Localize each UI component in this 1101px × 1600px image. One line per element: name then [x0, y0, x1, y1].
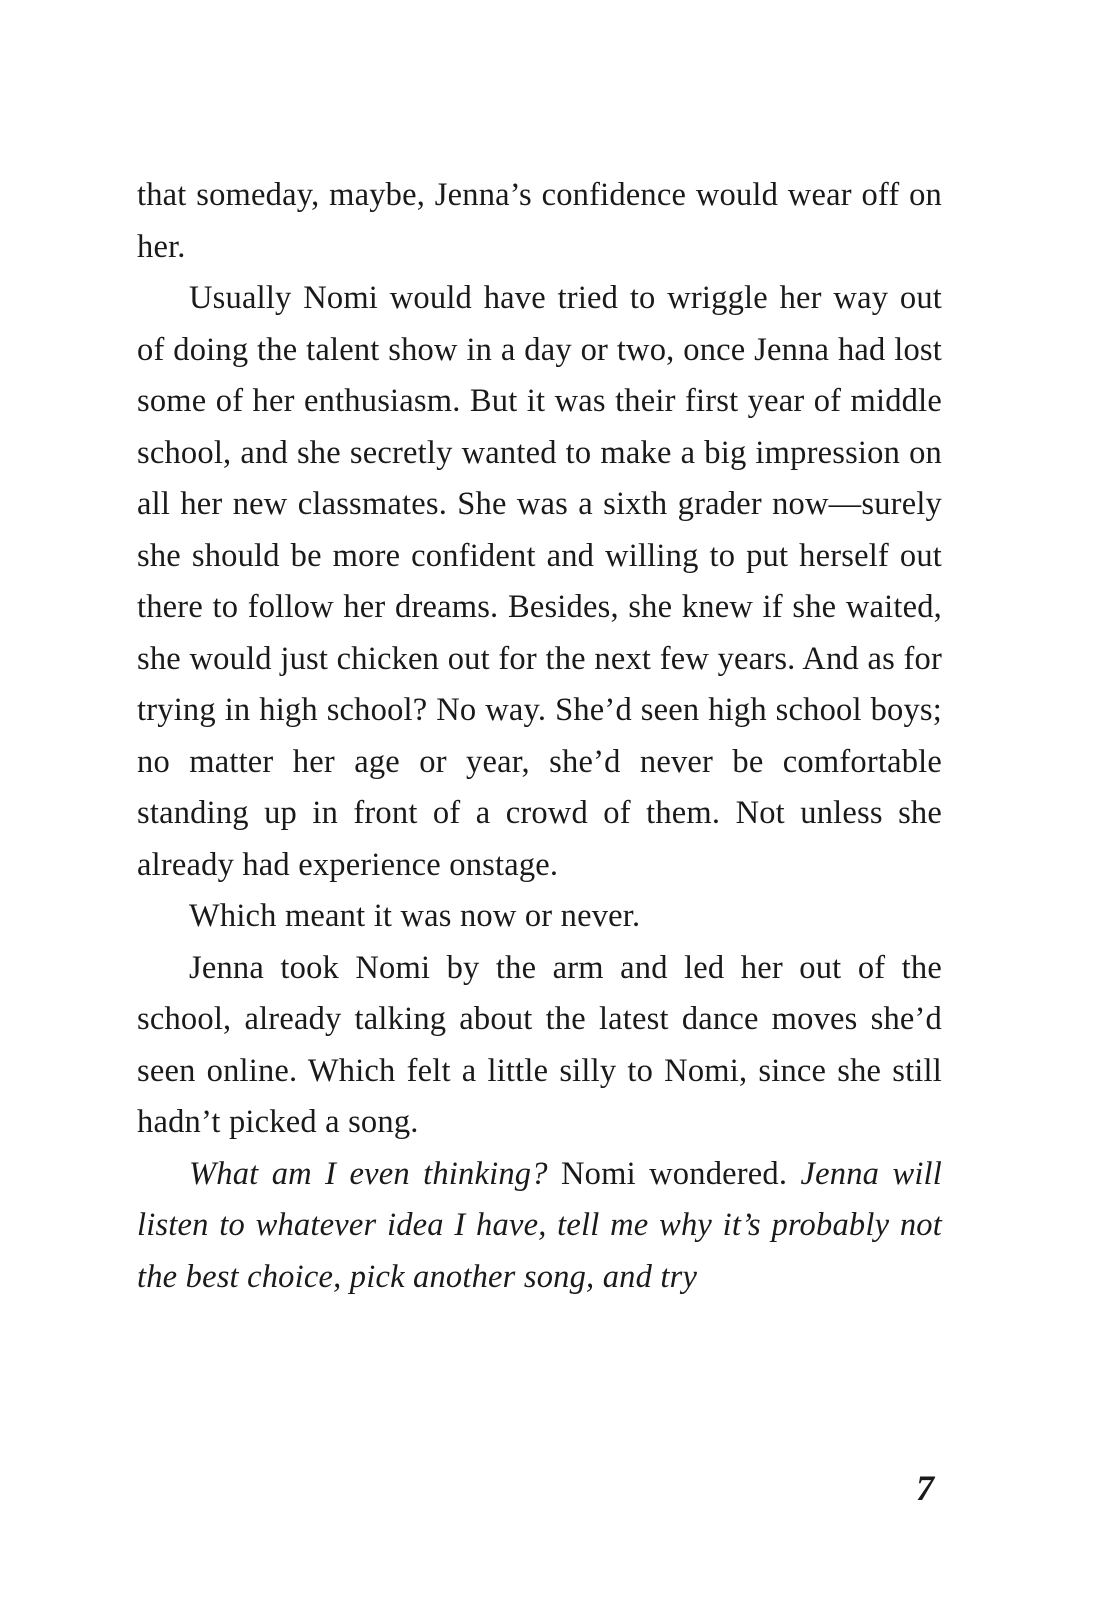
paragraph-5-italic-thought: What am I even thinking?	[189, 1155, 548, 1192]
paragraph-4: Jenna took Nomi by the arm and led her out of the school, already talking about the latest dance moves she’d seen online. Which felt a little silly to Nomi, since she still hadn’t picked a song.	[137, 949, 942, 1140]
paragraph-2: Usually Nomi would have tried to wriggle her way out of doing the talent show in a day or two, once Jenna had lost some of her enthusiasm. But it was their first year of middle school, and she secretly wanted to make a big impression on all her new classmates. She was a sixth grader now—surely she should be more confident and willing to put herself out there to follow her dreams. Besides, she knew if she waited, she would just chicken out for the next few years. And as for trying in high school? No way. She’d seen high school boys; no matter her age or year, she’d never be comfortable standing up in front of a crowd of them. Not unless she already had experience onstage.	[137, 280, 942, 883]
paragraph-3: Which meant it was now or never.	[189, 898, 641, 934]
page-number: 7	[916, 1468, 934, 1508]
paragraph-5-narration: Nomi wondered.	[547, 1155, 801, 1192]
paragraph-1: that someday, maybe, Jenna’s confidence would wear off on her.	[137, 177, 942, 265]
paragraph-5	[137, 1149, 942, 1304]
page-body	[137, 170, 942, 1303]
paragraph-5-italic-continuation: Jenna will listen to whatever idea I have, tell me why it’s probably not the best choice, pick another song, and try	[137, 1155, 943, 1295]
